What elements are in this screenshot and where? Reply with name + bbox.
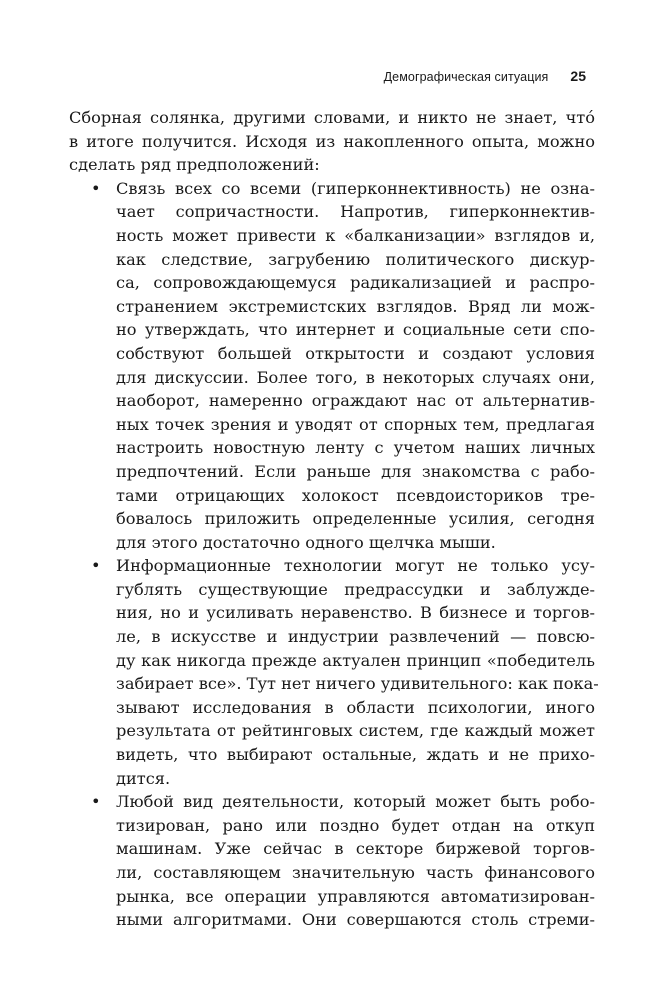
text-line: са, сопровождающемуся радикализацией и распро-: [116, 273, 595, 293]
text-line: машинам. Уже сейчас в секторе биржевой торгов-: [116, 839, 595, 859]
text-line: [69, 554, 595, 578]
text-line: сделать ряд предположений:: [69, 155, 320, 175]
text-line: ных точек зрения и уводят от спорных тем, предлагая: [116, 414, 595, 434]
text-line: в итоге получится. Исходя из накопленного опыта, можно: [69, 131, 595, 151]
text-line: наоборот, намеренно ограждают нас от альтернатив-: [116, 391, 595, 411]
page-number: 25: [570, 68, 586, 84]
text-line: зывают исследования в области психологии, иного: [116, 697, 595, 717]
intro-paragraph: [69, 106, 595, 177]
text-line: ными алгоритмами. Они совершаются столь стреми-: [116, 910, 595, 930]
text-line: забирает все». Тут нет ничего удивительного: как пока-: [116, 674, 599, 694]
text-line-content: Связь всех со всеми (гиперконнективность) не озна-: [116, 178, 595, 198]
bullet-marker: •: [91, 556, 101, 576]
text-line: странением экстремистских взглядов. Вряд ли мож-: [116, 296, 595, 316]
text-line: ность может привести к «балканизации» взглядов и,: [116, 225, 595, 245]
text-line: но утверждать, что интернет и социальные сети спо-: [116, 320, 595, 340]
text-line: ду как никогда прежде актуален принцип «победитель: [116, 650, 595, 670]
body-text: [69, 106, 599, 932]
bullet-item-2: [69, 554, 599, 790]
text-line: [69, 177, 595, 201]
text-line: видеть, что выбирают остальные, ждать и не прихо-: [116, 745, 595, 765]
bullet-marker: •: [91, 178, 101, 198]
text-line: предпочтений. Если раньше для знакомства с рабо-: [116, 461, 595, 481]
section-title: Демографическая ситуация: [383, 70, 549, 84]
bullet-item-3: [69, 790, 595, 932]
text-line: Сборная солянка, другими словами, и никто не знает, что́: [69, 108, 595, 127]
text-line: настроить новостную ленту с учетом наших личных: [116, 438, 595, 458]
text-line: чает сопричастности. Напротив, гиперконнектив-: [116, 202, 595, 222]
text-line: дится.: [116, 768, 171, 788]
text-line: бовалось приложить определенные усилия, сегодня: [116, 509, 595, 529]
text-line: тизирован, рано или поздно будет отдан на откуп: [116, 815, 595, 835]
text-line: ли, составляющем значительную часть финансового: [116, 863, 595, 882]
text-line: тами отрицающих холокост псевдоисториков тре-: [116, 485, 595, 505]
running-head: [384, 68, 586, 84]
bullet-item-1: [69, 177, 595, 555]
text-line: как следствие, загрубению политического дискур-: [116, 249, 595, 269]
text-line: [69, 790, 595, 814]
text-line: собствуют большей открытости и создают условия: [116, 343, 595, 363]
text-line: ния, но и усиливать неравенство. В бизнесе и торгов-: [116, 603, 595, 623]
text-line: для дискуссии. Более того, в некоторых случаях они,: [116, 367, 595, 387]
text-line: рынка, все операции управляются автоматизирован-: [116, 886, 595, 906]
text-line: результата от рейтинговых систем, где каждый может: [116, 721, 595, 741]
text-line-content: Информационные технологии могут не только усу-: [116, 556, 595, 576]
text-line: ле, в искусстве и индустрии развлечений — повсю-: [116, 627, 595, 647]
text-line-content: Любой вид деятельности, который может быть робо-: [116, 792, 595, 812]
bullet-marker: •: [91, 792, 101, 812]
text-line: гублять существующие предрассудки и заблужде-: [116, 579, 595, 599]
text-line: для этого достаточно одного щелчка мыши.: [116, 532, 496, 552]
